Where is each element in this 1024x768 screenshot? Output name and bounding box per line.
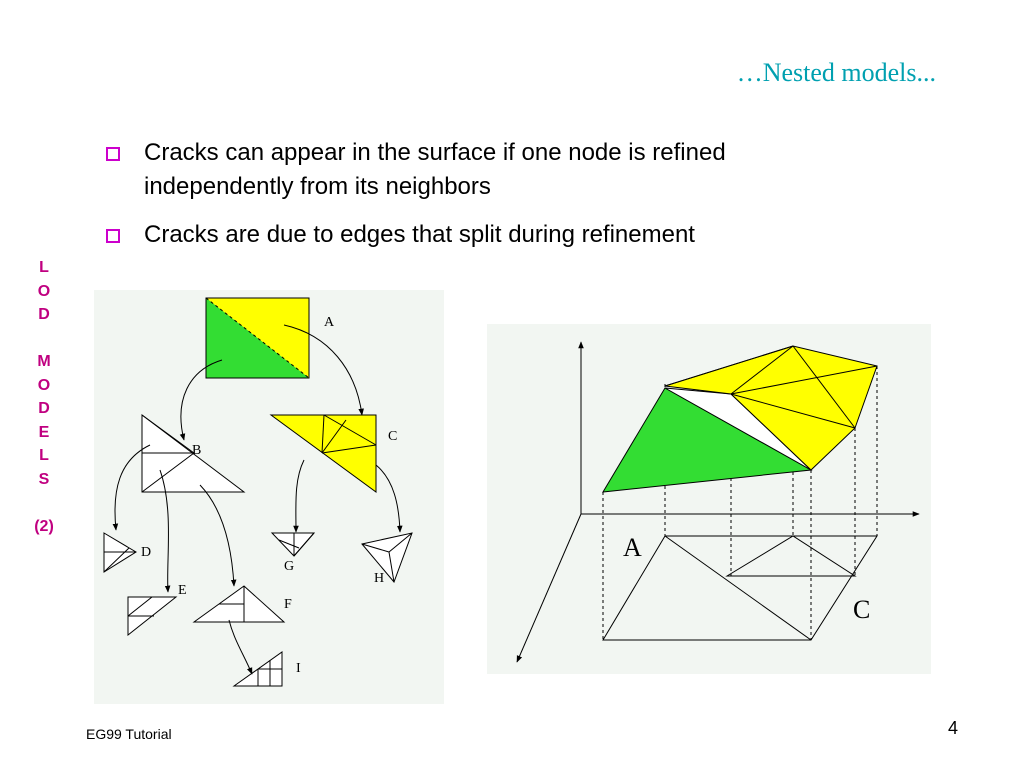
label-g: G [284, 559, 295, 574]
label-a: A [324, 315, 335, 330]
side-letter: O [37, 376, 51, 394]
side-label [28, 256, 60, 538]
bullet-item [104, 136, 864, 204]
bullet-text: Cracks can appear in the surface if one node is refined independently from its neighbors [144, 139, 726, 200]
side-spacer [28, 491, 60, 515]
slide-title: …Nested models... [736, 58, 936, 87]
node-a [206, 298, 309, 378]
surface-crack-diagram [487, 324, 931, 674]
bullet-text: Cracks are due to edges that split during refinement [144, 221, 695, 248]
label-a: A [623, 533, 642, 562]
label-d: D [141, 545, 152, 560]
square-bullet-icon [106, 229, 120, 243]
label-e: E [178, 583, 187, 598]
side-spacer [28, 327, 60, 351]
bullet-list [104, 136, 864, 266]
side-letter: S [38, 470, 50, 488]
footer-left: EG99 Tutorial [86, 726, 172, 742]
side-number: (2) [34, 517, 54, 535]
side-letter: M [37, 353, 51, 370]
side-letter: D [38, 306, 50, 323]
label-i: I [296, 661, 301, 676]
label-h: H [374, 571, 385, 586]
label-f: F [284, 597, 292, 612]
label-c: C [853, 595, 871, 624]
triangle-tree-diagram [94, 290, 444, 704]
bullet-item [104, 218, 864, 252]
page-number: 4 [947, 718, 958, 738]
label-b: B [192, 443, 202, 458]
side-letter: E [38, 423, 50, 441]
side-letter: L [39, 259, 49, 276]
side-letter: D [38, 400, 50, 417]
label-c: C [388, 429, 398, 444]
square-bullet-icon [106, 147, 120, 161]
side-letter: L [39, 447, 49, 464]
side-letter: O [37, 282, 51, 300]
